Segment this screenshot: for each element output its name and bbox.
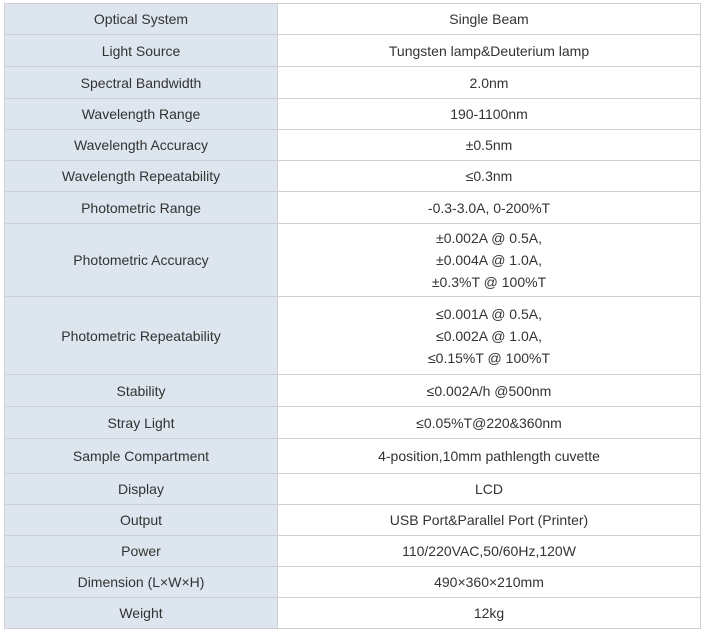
table-row (5, 474, 701, 505)
table-row (5, 35, 701, 67)
spec-label: Display (5, 474, 278, 505)
spec-value (278, 536, 701, 567)
spec-value-line: ±0.3%T @ 100%T (431, 274, 547, 290)
spec-value-line: USB Port&Parallel Port (Printer) (389, 512, 589, 528)
spec-value-line: ≤0.001A @ 0.5A, (436, 305, 542, 322)
spec-value (278, 161, 701, 192)
spec-value (278, 67, 701, 99)
spec-value (278, 224, 701, 297)
table-row (5, 536, 701, 567)
table-row (5, 67, 701, 99)
spec-value (278, 567, 701, 598)
spec-label: Wavelength Repeatability (5, 161, 278, 192)
spec-value-line: 190-1100nm (450, 106, 528, 122)
spec-value-line: 4-position,10mm pathlength cuvette (378, 448, 600, 464)
spec-value (278, 35, 701, 67)
table-row (5, 4, 701, 35)
spec-label: Stability (5, 375, 278, 407)
table-row (5, 99, 701, 130)
spec-label: Wavelength Accuracy (5, 130, 278, 161)
spec-value (278, 598, 701, 629)
spec-value-line: -0.3-3.0A, 0-200%T (427, 199, 551, 216)
spec-value-line: ±0.004A @ 1.0A, (436, 252, 542, 268)
spec-label: Output (5, 505, 278, 536)
spec-label: Sample Compartment (5, 439, 278, 474)
spec-value (278, 192, 701, 224)
specifications-table (4, 3, 701, 629)
spec-value (278, 375, 701, 407)
spec-value (278, 474, 701, 505)
spec-value-line: ≤0.15%T @ 100%T (427, 349, 551, 366)
spec-label: Optical System (5, 4, 278, 35)
spec-value-line: 12kg (473, 605, 505, 621)
table-row (5, 567, 701, 598)
spec-label: Photometric Range (5, 192, 278, 224)
table-row (5, 598, 701, 629)
table-row (5, 130, 701, 161)
spec-value (278, 297, 701, 375)
spec-value-line: ±0.002A @ 0.5A, (436, 230, 542, 246)
spec-label: Light Source (5, 35, 278, 67)
table-row (5, 375, 701, 407)
spec-value-line: Tungsten lamp&Deuterium lamp (388, 42, 590, 59)
spec-value-line: ≤0.002A/h @500nm (426, 382, 552, 399)
spec-value (278, 130, 701, 161)
spec-value-line: LCD (474, 481, 503, 497)
table-row (5, 439, 701, 474)
table-row (5, 407, 701, 439)
spec-label: Stray Light (5, 407, 278, 439)
spec-value-line: ±0.5nm (465, 137, 513, 153)
spec-label: Spectral Bandwidth (5, 67, 278, 99)
spec-label: Photometric Repeatability (5, 297, 278, 375)
spec-label: Photometric Accuracy (5, 224, 278, 297)
table-row (5, 161, 701, 192)
spec-value (278, 407, 701, 439)
spec-value-line: 2.0nm (469, 74, 509, 91)
spec-value (278, 439, 701, 474)
spec-label: Dimension (L×W×H) (5, 567, 278, 598)
spec-value (278, 4, 701, 35)
spec-value-line: ≤0.002A @ 1.0A, (436, 327, 542, 344)
spec-value-line: ≤0.3nm (465, 168, 513, 184)
spec-label: Weight (5, 598, 278, 629)
table-row (5, 192, 701, 224)
spec-value-line: 110/220VAC,50/60Hz,120W (402, 543, 576, 559)
spec-value (278, 99, 701, 130)
spec-value-line: 490×360×210mm (434, 574, 544, 590)
spec-label: Wavelength Range (5, 99, 278, 130)
table-row (5, 297, 701, 375)
spec-value (278, 505, 701, 536)
spec-label: Power (5, 536, 278, 567)
table-row (5, 224, 701, 297)
table-row (5, 505, 701, 536)
spec-value-line: Single Beam (449, 11, 529, 27)
spec-value-line: ≤0.05%T@220&360nm (416, 414, 562, 431)
